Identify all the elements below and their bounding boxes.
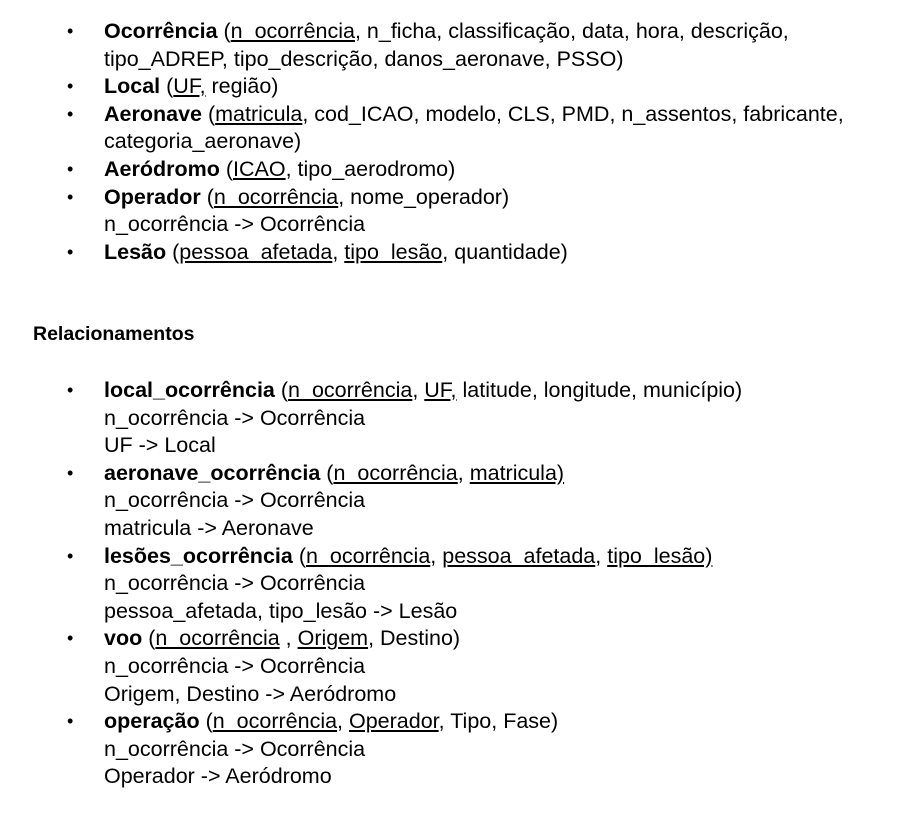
entity-item [0,73,913,101]
bullet-icon: • [67,186,74,207]
foreign-key-reference: UF -> Local [104,433,216,458]
entity-item [0,156,913,184]
foreign-key-reference: n_ocorrência -> Ocorrência [104,212,366,237]
attribute-text: ( [219,156,234,181]
primary-key-attribute: UF, [173,74,206,99]
entity-item [0,101,913,156]
relationship-item [0,625,913,708]
primary-key-attribute: pessoa_afetada [442,543,596,568]
foreign-key-reference: n_ocorrência -> Ocorrência [104,405,366,430]
primary-key-attribute: pessoa_afetada [179,239,333,264]
foreign-key-reference: pessoa_afetada, tipo_lesão -> Lesão [104,598,458,623]
attribute-text: , nome_operador) [338,184,510,209]
bullet-icon: • [67,628,74,649]
table-name: Aeronave [104,101,202,126]
primary-key-attribute: Operador [349,709,439,734]
attribute-text: ( [166,239,180,264]
entity-item [0,184,913,239]
foreign-key-reference: Operador -> Aeródromo [104,764,332,789]
primary-key-attribute: n_ocorrência [333,460,458,485]
bullet-icon: • [67,711,74,732]
table-name: Local [104,74,161,99]
foreign-key-reference: matricula -> Aeronave [104,515,314,540]
attribute-text: ( [202,101,216,126]
attribute-text: , [457,460,470,485]
relationship-item [0,460,913,543]
table-name: Ocorrência [104,19,218,43]
primary-key-attribute: n_ocorrência [305,543,431,568]
table-name: aeronave_ocorrência [104,460,321,485]
primary-key-attribute: tipo_lesão) [607,543,713,568]
attribute-text: , [595,543,608,568]
bullet-icon: • [67,462,74,483]
attribute-text: ( [320,460,334,485]
attribute-text: ( [292,543,306,568]
table-name: Operador [104,184,201,209]
primary-key-attribute: UF, [424,378,457,402]
relationship-item [0,543,913,626]
table-name: lesões_ocorrência [104,543,293,568]
attribute-text: , tipo_aerodromo) [285,156,456,181]
bullet-icon: • [67,158,74,179]
entity-item [0,18,913,73]
primary-key-attribute: n_ocorrência [230,19,355,43]
table-name: Lesão [104,239,167,264]
attribute-text: , n_ficha, classificação, data, hora, descrição, tipo_ADREP, tipo_descrição, danos_aeronave, PSSO) [104,19,789,71]
bullet-icon: • [67,76,74,97]
attribute-text: ( [160,74,174,99]
foreign-key-reference: Origem, Destino -> Aeródromo [104,681,397,706]
table-name: local_ocorrência [104,378,275,402]
relationship-item [0,377,913,460]
primary-key-attribute: tipo_lesão [344,239,443,264]
attribute-text: , quantidade) [442,239,568,264]
attribute-text: , [430,543,443,568]
attribute-text: , [412,378,425,402]
bullet-icon: • [67,103,74,124]
attribute-text: ( [142,626,156,651]
attribute-text: ( [274,378,289,402]
attribute-text: região) [205,74,279,99]
primary-key-attribute: Origem [297,626,369,651]
relationship-item [0,708,913,791]
attribute-text: , Destino) [368,626,461,651]
primary-key-attribute: matricula) [469,460,565,485]
bullet-icon: • [67,241,74,262]
entity-list [0,18,913,266]
primary-key-attribute: n_ocorrência [213,184,339,209]
bullet-icon: • [67,380,74,400]
attribute-text: , Tipo, Fase) [438,709,559,734]
foreign-key-reference: n_ocorrência -> Ocorrência [104,736,366,761]
attribute-text: , [332,239,345,264]
primary-key-attribute: n_ocorrência [212,709,338,734]
attribute-text: ( [200,184,214,209]
foreign-key-reference: n_ocorrência -> Ocorrência [104,488,366,513]
attribute-text: ( [217,19,231,43]
foreign-key-reference: n_ocorrência -> Ocorrência [104,571,366,596]
bullet-icon: • [67,21,74,41]
table-name: voo [104,626,143,651]
table-name: Aeródromo [104,156,220,181]
bullet-icon: • [67,545,74,566]
attribute-text: ( [199,709,213,734]
section-heading-relationships: Relacionamentos [33,323,195,345]
primary-key-attribute: ICAO [233,156,286,181]
attribute-text: , [279,626,298,651]
relationship-list [0,377,913,791]
primary-key-attribute: matricula [215,101,303,126]
entity-item [0,239,913,267]
attribute-text: , cod_ICAO, modelo, CLS, PMD, n_assentos, fabricante, categoria_aeronave) [104,101,844,154]
attribute-text: latitude, longitude, município) [456,378,743,402]
primary-key-attribute: n_ocorrência [155,626,280,651]
attribute-text: , [337,709,349,734]
foreign-key-reference: n_ocorrência -> Ocorrência [104,653,366,678]
primary-key-attribute: n_ocorrência [288,378,413,402]
table-name: operação [104,709,200,734]
